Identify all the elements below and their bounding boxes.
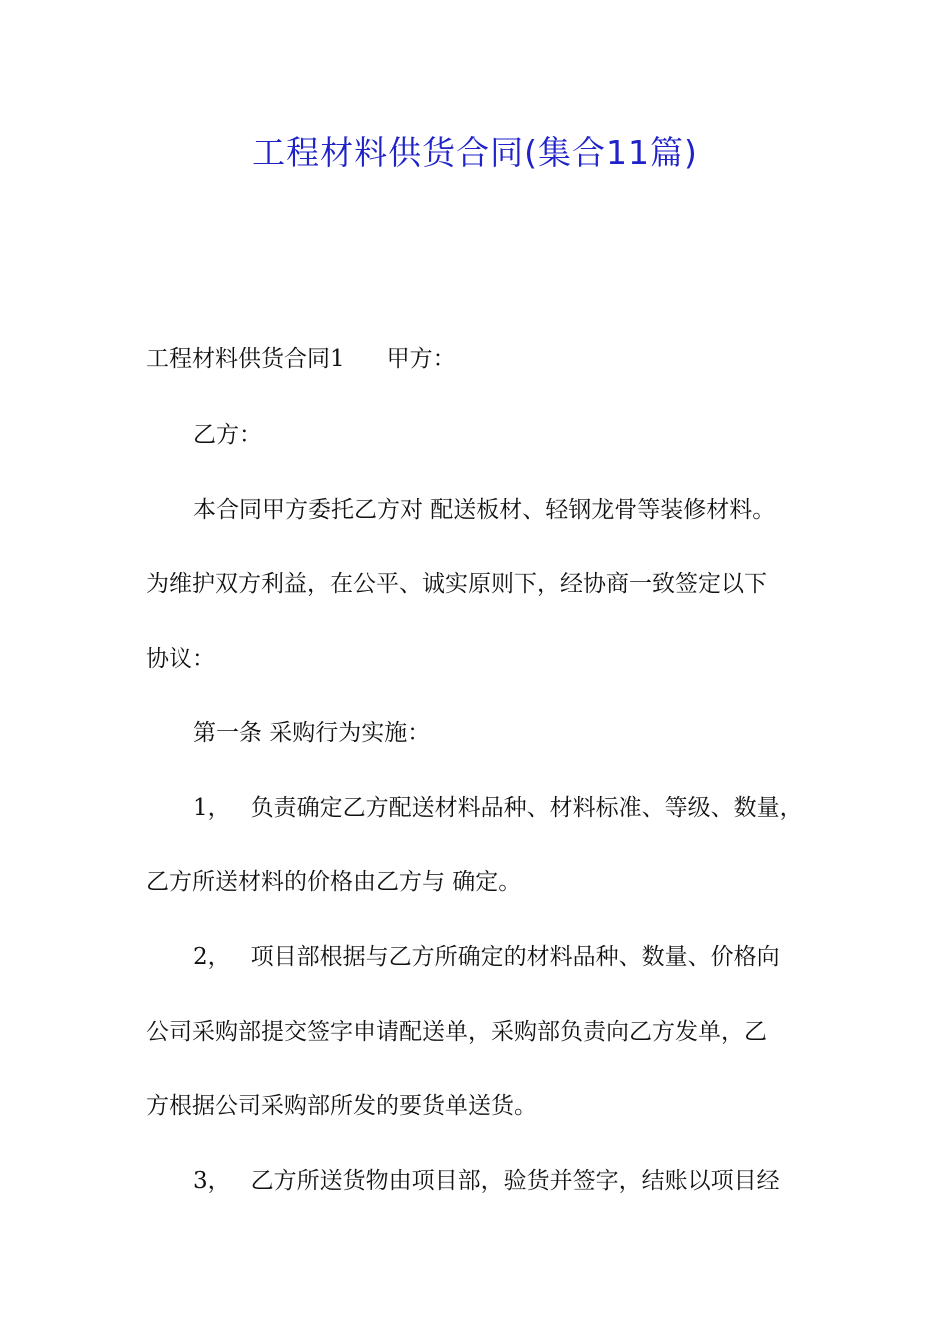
paragraph-line: 协议： — [146, 646, 215, 672]
item-number: 1， — [193, 795, 231, 821]
paragraph-line: 公司采购部提交签字申请配送单，采购部负责向乙方发单，乙 — [146, 1019, 767, 1045]
item-number: 2， — [193, 944, 231, 970]
item-text: 项目部根据与乙方所确定的材料品种、数量、价格向 — [250, 944, 780, 970]
contract-heading-line — [146, 339, 836, 379]
party-b-label: 乙方： — [193, 422, 262, 448]
list-item — [193, 788, 883, 828]
contract-name: 工程材料供货合同1 — [146, 346, 345, 372]
list-item — [193, 937, 883, 977]
paragraph-line: 乙方所送材料的价格由乙方与 确定。 — [146, 869, 522, 895]
paragraph-line: 本合同甲方委托乙方对 配送板材、轻钢龙骨等装修材料。 — [193, 497, 776, 523]
item-number: 3， — [193, 1168, 231, 1194]
item-text: 乙方所送货物由项目部，验货并签字，结账以项目经 — [250, 1168, 780, 1194]
list-item — [193, 1161, 883, 1201]
article-heading: 第一条 采购行为实施： — [193, 720, 431, 746]
paragraph-line: 方根据公司采购部所发的要货单送货。 — [146, 1093, 537, 1119]
item-text: 负责确定乙方配送材料品种、材料标准、等级、数量， — [250, 795, 803, 821]
party-a-label: 甲方： — [386, 346, 456, 372]
paragraph-line: 为维护双方利益，在公平、诚实原则下，经协商一致签定以下 — [146, 571, 767, 597]
document-title: 工程材料供货合同(集合11篇) — [252, 133, 698, 172]
